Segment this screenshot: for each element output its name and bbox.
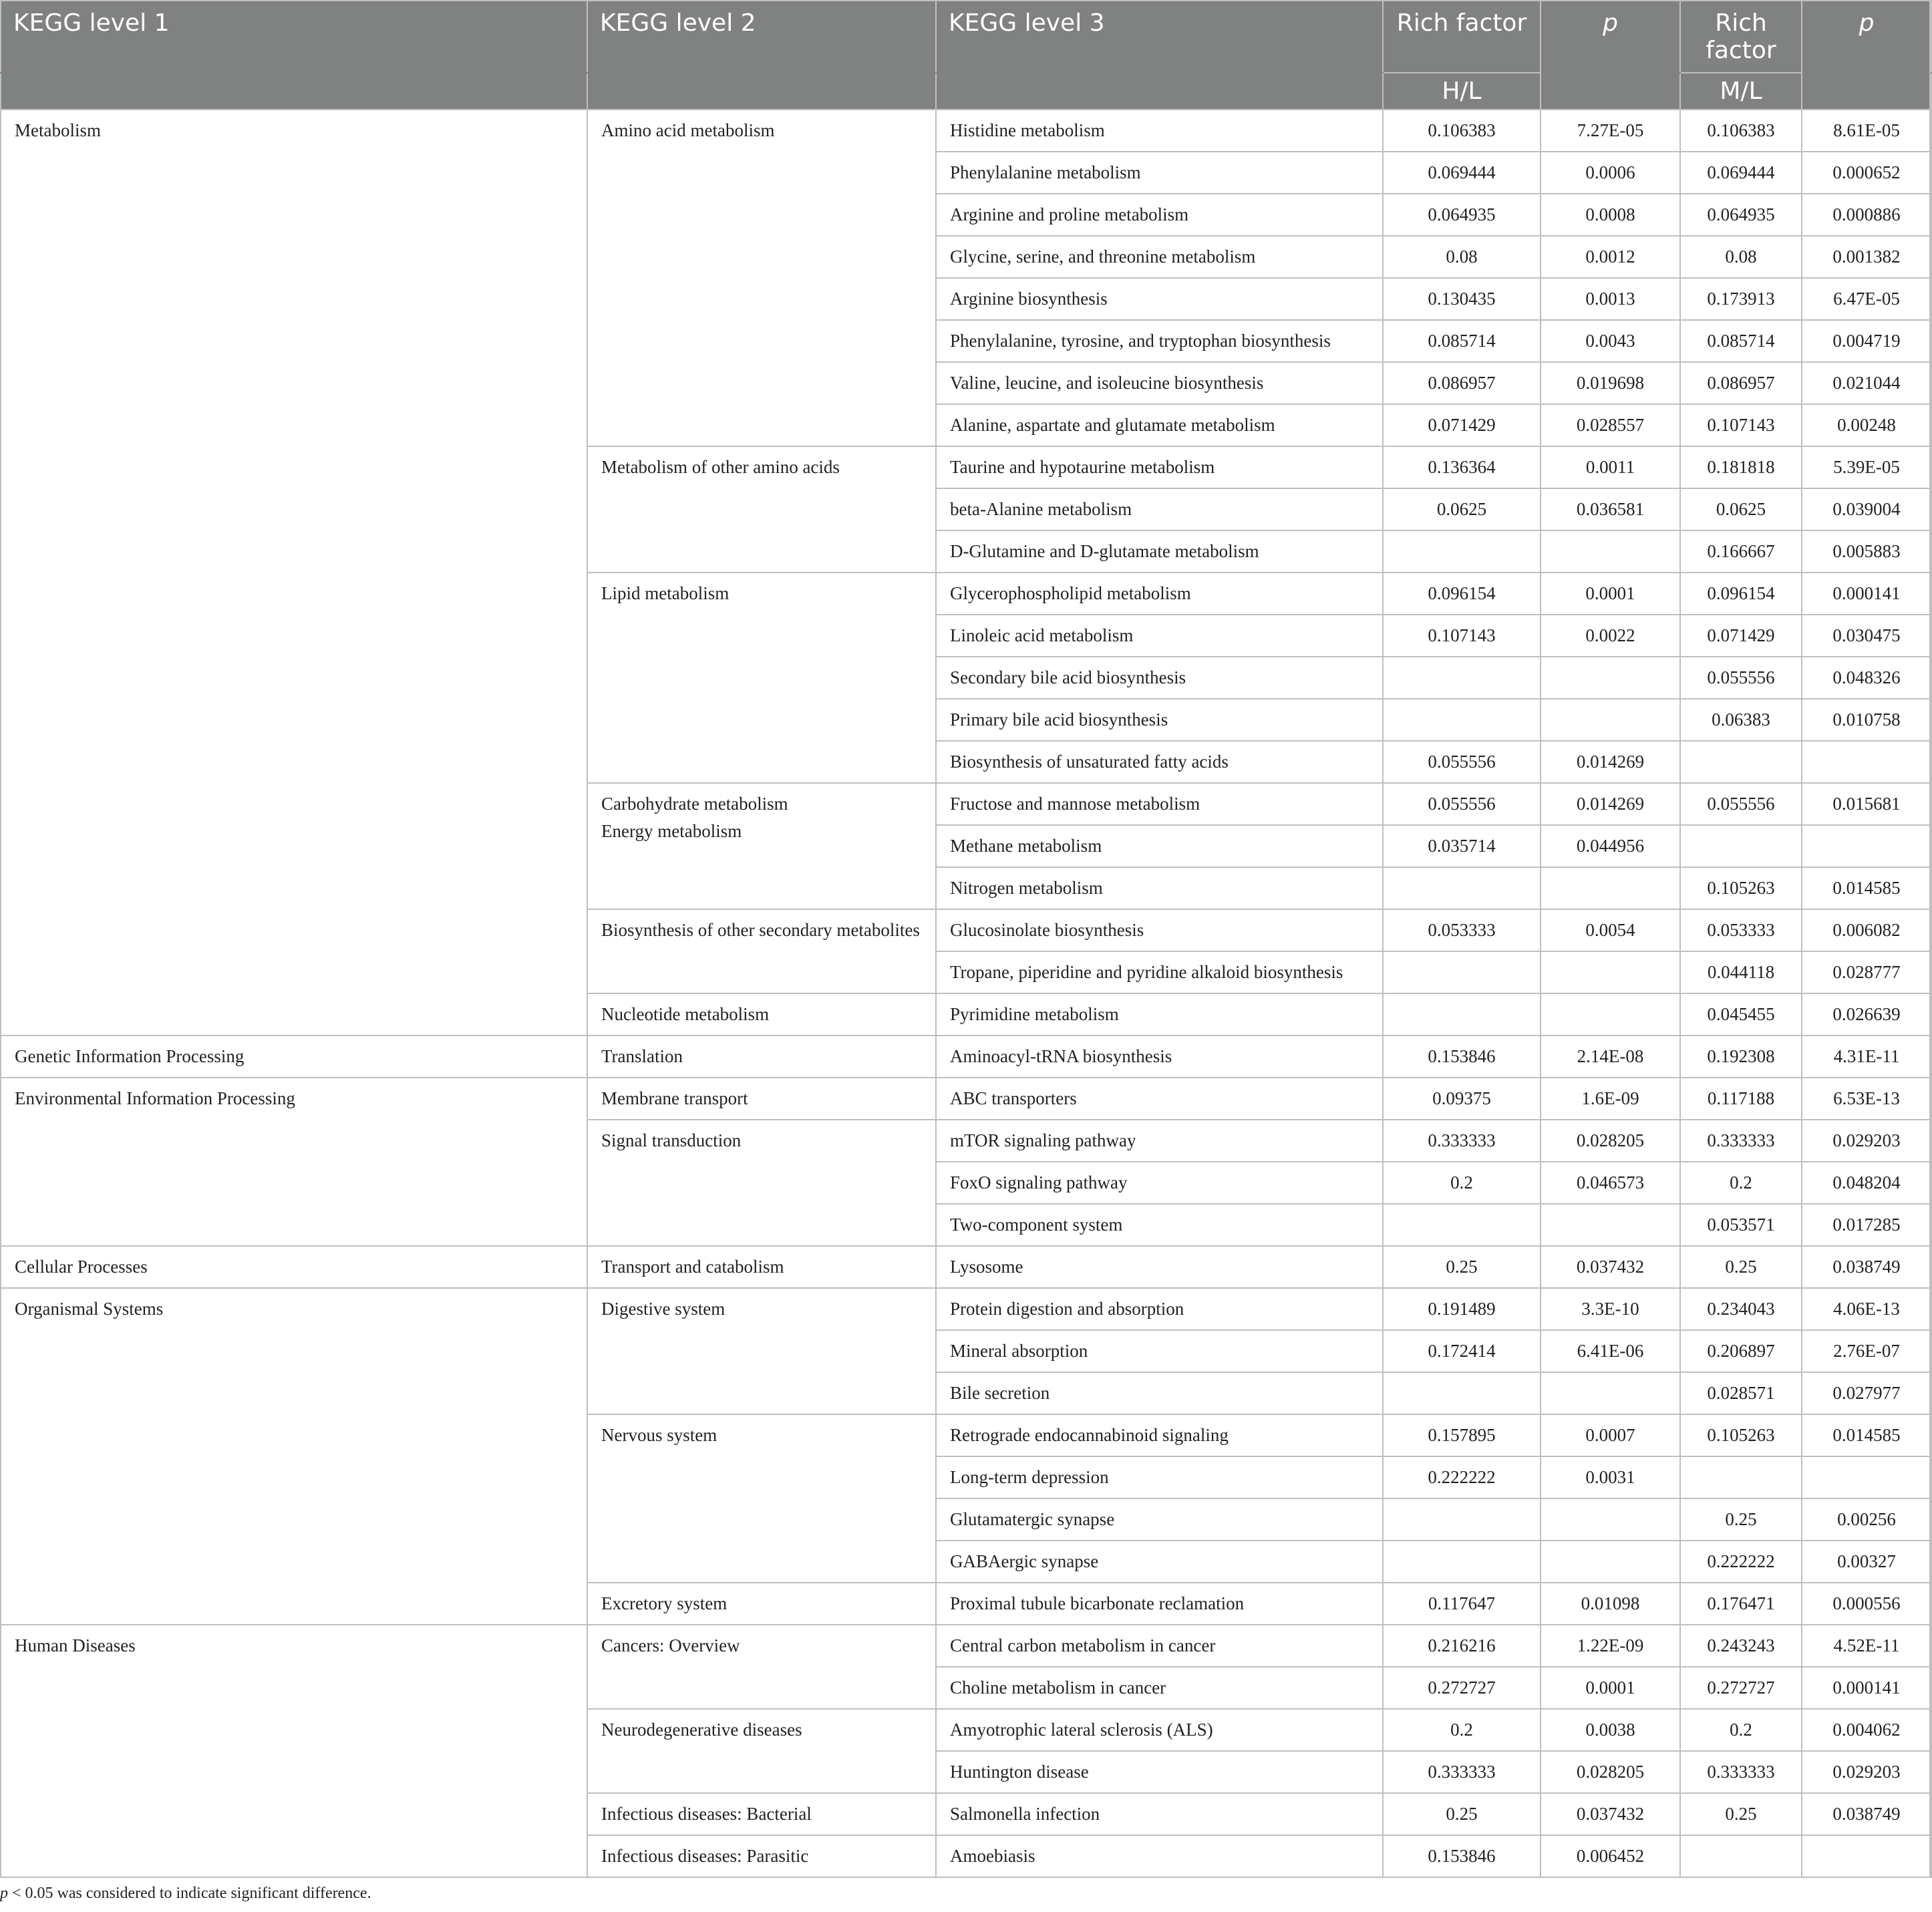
rich-factor-hl-cell: 0.106383 <box>1383 110 1541 152</box>
rich-factor-hl-cell: 0.064935 <box>1383 194 1541 236</box>
p-ml-cell: 0.017285 <box>1802 1204 1931 1246</box>
p-hl-cell: 3.3E-10 <box>1541 1288 1680 1330</box>
kegg-level-2-label: Amino acid metabolism <box>601 120 775 140</box>
p-hl-cell: 0.0031 <box>1541 1456 1680 1498</box>
rich-factor-ml-cell <box>1680 825 1802 867</box>
rich-factor-hl-cell <box>1383 993 1541 1035</box>
kegg-level-3-cell: Nitrogen metabolism <box>936 867 1383 909</box>
rich-factor-ml-cell <box>1680 741 1802 783</box>
table-row <box>1 1246 1931 1288</box>
p-hl-cell: 1.6E-09 <box>1541 1078 1680 1120</box>
p-hl-cell: 2.14E-08 <box>1541 1035 1680 1078</box>
kegg-level-3-cell: Two-component system <box>936 1204 1383 1246</box>
kegg-level-2-cell <box>587 783 936 909</box>
kegg-level-2-label: Translation <box>601 1046 683 1066</box>
rich-factor-ml-cell: 0.064935 <box>1680 194 1802 236</box>
footnote-text: < 0.05 was considered to indicate significant difference. <box>8 1885 371 1902</box>
kegg-level-2-cell <box>587 1035 936 1078</box>
p-hl-cell <box>1541 657 1680 699</box>
p-hl-cell: 0.037432 <box>1541 1246 1680 1288</box>
kegg-level-3-cell: Pyrimidine metabolism <box>936 993 1383 1035</box>
kegg-level-2-label: Signal transduction <box>601 1130 742 1150</box>
p-ml-cell: 0.00256 <box>1802 1498 1931 1541</box>
rich-factor-ml-cell: 0.333333 <box>1680 1120 1802 1162</box>
p-hl-cell: 0.0013 <box>1541 278 1680 320</box>
rich-factor-hl-cell <box>1383 1372 1541 1414</box>
kegg-level-3-cell: Bile secretion <box>936 1372 1383 1414</box>
rich-factor-ml-cell: 0.176471 <box>1680 1583 1802 1625</box>
rich-factor-hl-cell: 0.153846 <box>1383 1835 1541 1877</box>
p-ml-cell: 0.000886 <box>1802 194 1931 236</box>
kegg-level-3-cell: Long-term depression <box>936 1456 1383 1498</box>
rich-factor-ml-cell: 0.234043 <box>1680 1288 1802 1330</box>
kegg-level-3-cell: Arginine biosynthesis <box>936 278 1383 320</box>
rich-factor-hl-cell <box>1383 1204 1541 1246</box>
header-kegg-level-2: KEGG level 2 <box>587 1 936 73</box>
p-ml-cell: 0.000556 <box>1802 1583 1931 1625</box>
header-p-hl: p <box>1541 1 1680 73</box>
p-ml-cell: 0.014585 <box>1802 1414 1931 1456</box>
p-ml-cell: 0.000652 <box>1802 152 1931 194</box>
kegg-level-2-label: Nervous system <box>601 1425 717 1445</box>
kegg-level-2-cell <box>587 993 936 1035</box>
p-hl-cell: 0.0038 <box>1541 1709 1680 1751</box>
p-ml-cell: 0.048326 <box>1802 657 1931 699</box>
rich-factor-ml-cell: 0.069444 <box>1680 152 1802 194</box>
kegg-level-2-cell <box>587 110 936 446</box>
kegg-level-2-cell <box>587 1625 936 1709</box>
p-ml-cell: 0.004719 <box>1802 320 1931 362</box>
p-hl-cell: 0.0001 <box>1541 1667 1680 1709</box>
p-ml-cell: 6.53E-13 <box>1802 1078 1931 1120</box>
p-hl-cell <box>1541 1541 1680 1583</box>
kegg-level-3-cell: Phenylalanine metabolism <box>936 152 1383 194</box>
kegg-level-2-label: Transport and catabolism <box>601 1257 784 1277</box>
p-ml-cell: 0.030475 <box>1802 615 1931 657</box>
kegg-level-2-cell <box>587 1246 936 1288</box>
kegg-level-3-cell: Histidine metabolism <box>936 110 1383 152</box>
rich-factor-hl-cell: 0.25 <box>1383 1793 1541 1835</box>
kegg-level-2-label: Nucleotide metabolism <box>601 1004 770 1024</box>
p-hl-cell: 0.0001 <box>1541 573 1680 615</box>
rich-factor-hl-cell: 0.053333 <box>1383 909 1541 951</box>
rich-factor-hl-cell: 0.222222 <box>1383 1456 1541 1498</box>
kegg-level-2-cell <box>587 1709 936 1793</box>
header-kegg-level-1: KEGG level 1 <box>1 1 587 73</box>
p-hl-cell <box>1541 530 1680 573</box>
kegg-level-2-label: Neurodegenerative diseases <box>601 1720 802 1740</box>
kegg-level-1-cell: Cellular Processes <box>1 1246 587 1288</box>
rich-factor-ml-cell: 0.272727 <box>1680 1667 1802 1709</box>
rich-factor-ml-cell: 0.25 <box>1680 1246 1802 1288</box>
p-hl-cell: 0.0007 <box>1541 1414 1680 1456</box>
p-hl-cell: 0.0022 <box>1541 615 1680 657</box>
kegg-level-2-label: Excretory system <box>601 1593 728 1613</box>
kegg-level-3-cell: Choline metabolism in cancer <box>936 1667 1383 1709</box>
kegg-level-2-cell <box>587 1120 936 1246</box>
kegg-level-3-cell: Amoebiasis <box>936 1835 1383 1877</box>
kegg-level-3-cell: Valine, leucine, and isoleucine biosynthesis <box>936 362 1383 404</box>
rich-factor-hl-cell: 0.153846 <box>1383 1035 1541 1078</box>
p-hl-cell: 0.0012 <box>1541 236 1680 278</box>
p-hl-cell <box>1541 951 1680 993</box>
p-hl-cell: 0.037432 <box>1541 1793 1680 1835</box>
rich-factor-hl-cell: 0.25 <box>1383 1246 1541 1288</box>
rich-factor-ml-cell: 0.045455 <box>1680 993 1802 1035</box>
kegg-level-3-cell: Primary bile acid biosynthesis <box>936 699 1383 741</box>
rich-factor-hl-cell: 0.333333 <box>1383 1120 1541 1162</box>
kegg-level-2-label: Lipid metabolism <box>601 583 730 603</box>
kegg-level-3-cell: Methane metabolism <box>936 825 1383 867</box>
p-ml-cell: 0.027977 <box>1802 1372 1931 1414</box>
kegg-level-3-cell: Huntington disease <box>936 1751 1383 1793</box>
kegg-level-3-cell: Biosynthesis of unsaturated fatty acids <box>936 741 1383 783</box>
rich-factor-hl-cell: 0.085714 <box>1383 320 1541 362</box>
p-hl-cell: 0.046573 <box>1541 1162 1680 1204</box>
kegg-level-3-cell: Fructose and mannose metabolism <box>936 783 1383 825</box>
rich-factor-hl-cell: 0.2 <box>1383 1709 1541 1751</box>
rich-factor-ml-cell: 0.243243 <box>1680 1625 1802 1667</box>
p-ml-cell: 0.004062 <box>1802 1709 1931 1751</box>
rich-factor-ml-cell: 0.117188 <box>1680 1078 1802 1120</box>
header-spacer <box>587 73 936 110</box>
header-spacer <box>936 73 1383 110</box>
rich-factor-hl-cell: 0.333333 <box>1383 1751 1541 1793</box>
p-hl-cell <box>1541 699 1680 741</box>
p-ml-cell: 0.00327 <box>1802 1541 1931 1583</box>
kegg-level-1-cell: Organismal Systems <box>1 1288 587 1625</box>
kegg-level-2-label: Infectious diseases: Parasitic <box>601 1846 809 1866</box>
kegg-level-3-cell: GABAergic synapse <box>936 1541 1383 1583</box>
kegg-level-3-cell: Glycine, serine, and threonine metabolism <box>936 236 1383 278</box>
rich-factor-ml-cell: 0.071429 <box>1680 615 1802 657</box>
header-kegg-level-3: KEGG level 3 <box>936 1 1383 73</box>
p-ml-cell: 0.026639 <box>1802 993 1931 1035</box>
p-ml-cell: 0.029203 <box>1802 1751 1931 1793</box>
p-hl-cell <box>1541 993 1680 1035</box>
rich-factor-hl-cell <box>1383 657 1541 699</box>
kegg-level-2-label: Membrane transport <box>601 1088 748 1108</box>
rich-factor-ml-cell: 0.2 <box>1680 1162 1802 1204</box>
rich-factor-ml-cell: 0.096154 <box>1680 573 1802 615</box>
kegg-level-3-cell: Alanine, aspartate and glutamate metabolism <box>936 404 1383 446</box>
p-ml-cell: 0.038749 <box>1802 1246 1931 1288</box>
rich-factor-hl-cell: 0.08 <box>1383 236 1541 278</box>
rich-factor-hl-cell: 0.055556 <box>1383 783 1541 825</box>
kegg-level-2-cell <box>587 1078 936 1120</box>
rich-factor-hl-cell: 0.086957 <box>1383 362 1541 404</box>
kegg-level-3-cell: Tropane, piperidine and pyridine alkaloid biosynthesis <box>936 951 1383 993</box>
p-hl-cell: 7.27E-05 <box>1541 110 1680 152</box>
p-hl-cell <box>1541 867 1680 909</box>
rich-factor-ml-cell: 0.028571 <box>1680 1372 1802 1414</box>
rich-factor-hl-cell: 0.172414 <box>1383 1330 1541 1372</box>
rich-factor-hl-cell: 0.117647 <box>1383 1583 1541 1625</box>
rich-factor-ml-cell: 0.166667 <box>1680 530 1802 573</box>
table-row <box>1 1288 1931 1330</box>
p-hl-cell: 0.044956 <box>1541 825 1680 867</box>
p-hl-cell <box>1541 1498 1680 1541</box>
kegg-level-3-cell: Proximal tubule bicarbonate reclamation <box>936 1583 1383 1625</box>
kegg-level-3-cell: Amyotrophic lateral sclerosis (ALS) <box>936 1709 1383 1751</box>
kegg-level-2-label: Biosynthesis of other secondary metabolites <box>601 920 920 940</box>
kegg-level-3-cell: FoxO signaling pathway <box>936 1162 1383 1204</box>
kegg-level-2-label: Energy metabolism <box>601 821 742 841</box>
p-ml-cell: 0.00248 <box>1802 404 1931 446</box>
kegg-level-2-cell <box>587 1793 936 1835</box>
rich-factor-ml-cell: 0.25 <box>1680 1498 1802 1541</box>
p-ml-cell: 0.006082 <box>1802 909 1931 951</box>
rich-factor-hl-cell: 0.136364 <box>1383 446 1541 488</box>
kegg-level-2-cell <box>587 1583 936 1625</box>
p-hl-cell: 0.01098 <box>1541 1583 1680 1625</box>
p-ml-cell <box>1802 1835 1931 1877</box>
rich-factor-ml-cell: 0.181818 <box>1680 446 1802 488</box>
kegg-level-2-cell <box>587 446 936 573</box>
rich-factor-ml-cell: 0.055556 <box>1680 783 1802 825</box>
p-ml-cell: 0.010758 <box>1802 699 1931 741</box>
table-body <box>1 110 1931 1877</box>
rich-factor-ml-cell: 0.206897 <box>1680 1330 1802 1372</box>
kegg-level-2-cell <box>587 909 936 993</box>
kegg-level-3-cell: Phenylalanine, tyrosine, and tryptophan biosynthesis <box>936 320 1383 362</box>
p-hl-cell: 0.0008 <box>1541 194 1680 236</box>
kegg-level-2-label: Metabolism of other amino acids <box>601 457 840 477</box>
kegg-level-3-cell: Taurine and hypotaurine metabolism <box>936 446 1383 488</box>
kegg-level-3-cell: Aminoacyl-tRNA biosynthesis <box>936 1035 1383 1078</box>
footnote <box>0 1885 371 1903</box>
rich-factor-ml-cell: 0.2 <box>1680 1709 1802 1751</box>
p-ml-cell: 4.52E-11 <box>1802 1625 1931 1667</box>
rich-factor-ml-cell: 0.173913 <box>1680 278 1802 320</box>
rich-factor-ml-cell: 0.106383 <box>1680 110 1802 152</box>
kegg-level-3-cell: Salmonella infection <box>936 1793 1383 1835</box>
table-row <box>1 110 1931 152</box>
rich-factor-hl-cell <box>1383 699 1541 741</box>
kegg-level-2-label: Cancers: Overview <box>601 1635 740 1655</box>
p-ml-cell: 0.015681 <box>1802 783 1931 825</box>
p-ml-cell: 0.048204 <box>1802 1162 1931 1204</box>
rich-factor-hl-cell: 0.071429 <box>1383 404 1541 446</box>
p-hl-cell: 0.036581 <box>1541 488 1680 530</box>
kegg-level-2-label: Digestive system <box>601 1299 726 1319</box>
kegg-level-3-cell: D-Glutamine and D-glutamate metabolism <box>936 530 1383 573</box>
kegg-level-2-label: Carbohydrate metabolism <box>601 794 788 814</box>
rich-factor-hl-cell: 0.069444 <box>1383 152 1541 194</box>
p-ml-cell: 0.021044 <box>1802 362 1931 404</box>
rich-factor-hl-cell: 0.107143 <box>1383 615 1541 657</box>
p-ml-cell: 6.47E-05 <box>1802 278 1931 320</box>
p-ml-cell: 0.000141 <box>1802 1667 1931 1709</box>
kegg-level-2-cell <box>587 1835 936 1877</box>
rich-factor-ml-cell: 0.053571 <box>1680 1204 1802 1246</box>
kegg-level-3-cell: Secondary bile acid biosynthesis <box>936 657 1383 699</box>
kegg-level-2-cell <box>587 1288 936 1414</box>
rich-factor-ml-cell: 0.105263 <box>1680 1414 1802 1456</box>
table-row <box>1 1035 1931 1078</box>
rich-factor-hl-cell: 0.035714 <box>1383 825 1541 867</box>
rich-factor-ml-cell <box>1680 1456 1802 1498</box>
header-group-ml: M/L <box>1680 73 1802 110</box>
rich-factor-hl-cell: 0.272727 <box>1383 1667 1541 1709</box>
header-spacer <box>1541 73 1680 110</box>
kegg-level-3-cell: ABC transporters <box>936 1078 1383 1120</box>
p-hl-cell: 0.0054 <box>1541 909 1680 951</box>
kegg-level-3-cell: Arginine and proline metabolism <box>936 194 1383 236</box>
header-rich-factor-hl: Rich factor <box>1383 1 1541 73</box>
rich-factor-hl-cell <box>1383 1498 1541 1541</box>
rich-factor-ml-cell: 0.107143 <box>1680 404 1802 446</box>
p-hl-cell: 0.0011 <box>1541 446 1680 488</box>
p-ml-cell: 0.000141 <box>1802 573 1931 615</box>
table-row <box>1 1625 1931 1667</box>
rich-factor-ml-cell: 0.0625 <box>1680 488 1802 530</box>
p-ml-cell: 2.76E-07 <box>1802 1330 1931 1372</box>
kegg-level-3-cell: Lysosome <box>936 1246 1383 1288</box>
rich-factor-hl-cell: 0.096154 <box>1383 573 1541 615</box>
p-hl-cell <box>1541 1372 1680 1414</box>
kegg-level-3-cell: Glutamatergic synapse <box>936 1498 1383 1541</box>
rich-factor-hl-cell: 0.09375 <box>1383 1078 1541 1120</box>
kegg-level-1-cell: Environmental Information Processing <box>1 1078 587 1246</box>
rich-factor-hl-cell: 0.216216 <box>1383 1625 1541 1667</box>
rich-factor-hl-cell <box>1383 951 1541 993</box>
p-hl-cell: 0.014269 <box>1541 783 1680 825</box>
rich-factor-hl-cell: 0.130435 <box>1383 278 1541 320</box>
p-ml-cell: 4.06E-13 <box>1802 1288 1931 1330</box>
rich-factor-ml-cell: 0.222222 <box>1680 1541 1802 1583</box>
rich-factor-ml-cell: 0.086957 <box>1680 362 1802 404</box>
rich-factor-hl-cell: 0.055556 <box>1383 741 1541 783</box>
kegg-level-2-label: Infectious diseases: Bacterial <box>601 1804 812 1824</box>
rich-factor-ml-cell <box>1680 1835 1802 1877</box>
kegg-level-3-cell: Retrograde endocannabinoid signaling <box>936 1414 1383 1456</box>
p-ml-cell: 0.039004 <box>1802 488 1931 530</box>
kegg-level-1-cell: Metabolism <box>1 110 587 1035</box>
p-ml-cell: 4.31E-11 <box>1802 1035 1931 1078</box>
rich-factor-hl-cell <box>1383 530 1541 573</box>
p-ml-cell <box>1802 1456 1931 1498</box>
rich-factor-hl-cell: 0.0625 <box>1383 488 1541 530</box>
rich-factor-hl-cell: 0.191489 <box>1383 1288 1541 1330</box>
p-hl-cell: 0.014269 <box>1541 741 1680 783</box>
kegg-level-3-cell: Central carbon metabolism in cancer <box>936 1625 1383 1667</box>
header-spacer <box>1802 73 1931 110</box>
p-ml-cell <box>1802 741 1931 783</box>
header-spacer <box>1 73 587 110</box>
table-header <box>1 1 1931 110</box>
p-hl-cell: 0.028557 <box>1541 404 1680 446</box>
kegg-level-2-cell <box>587 573 936 783</box>
rich-factor-ml-cell: 0.06383 <box>1680 699 1802 741</box>
kegg-level-3-cell: Glycerophospholipid metabolism <box>936 573 1383 615</box>
kegg-level-3-cell: beta-Alanine metabolism <box>936 488 1383 530</box>
rich-factor-ml-cell: 0.044118 <box>1680 951 1802 993</box>
kegg-level-3-cell: Linoleic acid metabolism <box>936 615 1383 657</box>
table-row <box>1 1078 1931 1120</box>
rich-factor-ml-cell: 0.053333 <box>1680 909 1802 951</box>
rich-factor-ml-cell: 0.333333 <box>1680 1751 1802 1793</box>
rich-factor-ml-cell: 0.08 <box>1680 236 1802 278</box>
kegg-level-3-cell: Glucosinolate biosynthesis <box>936 909 1383 951</box>
p-hl-cell: 0.0043 <box>1541 320 1680 362</box>
p-ml-cell: 0.028777 <box>1802 951 1931 993</box>
p-ml-cell: 0.001382 <box>1802 236 1931 278</box>
kegg-level-3-cell: mTOR signaling pathway <box>936 1120 1383 1162</box>
kegg-level-3-cell: Mineral absorption <box>936 1330 1383 1372</box>
kegg-level-1-cell: Human Diseases <box>1 1625 587 1877</box>
p-ml-cell <box>1802 825 1931 867</box>
p-hl-cell: 0.0006 <box>1541 152 1680 194</box>
header-group-hl: H/L <box>1383 73 1541 110</box>
rich-factor-ml-cell: 0.055556 <box>1680 657 1802 699</box>
p-hl-cell: 1.22E-09 <box>1541 1625 1680 1667</box>
rich-factor-hl-cell: 0.157895 <box>1383 1414 1541 1456</box>
p-hl-cell: 0.028205 <box>1541 1751 1680 1793</box>
p-ml-cell: 0.029203 <box>1802 1120 1931 1162</box>
kegg-level-2-cell <box>587 1414 936 1583</box>
rich-factor-hl-cell <box>1383 867 1541 909</box>
rich-factor-ml-cell: 0.085714 <box>1680 320 1802 362</box>
rich-factor-hl-cell: 0.2 <box>1383 1162 1541 1204</box>
p-hl-cell: 0.019698 <box>1541 362 1680 404</box>
p-ml-cell: 8.61E-05 <box>1802 110 1931 152</box>
header-p-ml: p <box>1802 1 1931 73</box>
p-hl-cell: 0.028205 <box>1541 1120 1680 1162</box>
p-ml-cell: 0.005883 <box>1802 530 1931 573</box>
p-ml-cell: 0.038749 <box>1802 1793 1931 1835</box>
p-ml-cell: 0.014585 <box>1802 867 1931 909</box>
kegg-level-1-cell: Genetic Information Processing <box>1 1035 587 1078</box>
p-hl-cell: 0.006452 <box>1541 1835 1680 1877</box>
footnote-p-symbol: p <box>0 1885 8 1902</box>
rich-factor-ml-cell: 0.25 <box>1680 1793 1802 1835</box>
rich-factor-ml-cell: 0.192308 <box>1680 1035 1802 1078</box>
p-hl-cell <box>1541 1204 1680 1246</box>
rich-factor-ml-cell: 0.105263 <box>1680 867 1802 909</box>
header-rich-factor-ml: Rich factor <box>1680 1 1802 73</box>
kegg-level-3-cell: Protein digestion and absorption <box>936 1288 1383 1330</box>
rich-factor-hl-cell <box>1383 1541 1541 1583</box>
p-ml-cell: 5.39E-05 <box>1802 446 1931 488</box>
p-hl-cell: 6.41E-06 <box>1541 1330 1680 1372</box>
